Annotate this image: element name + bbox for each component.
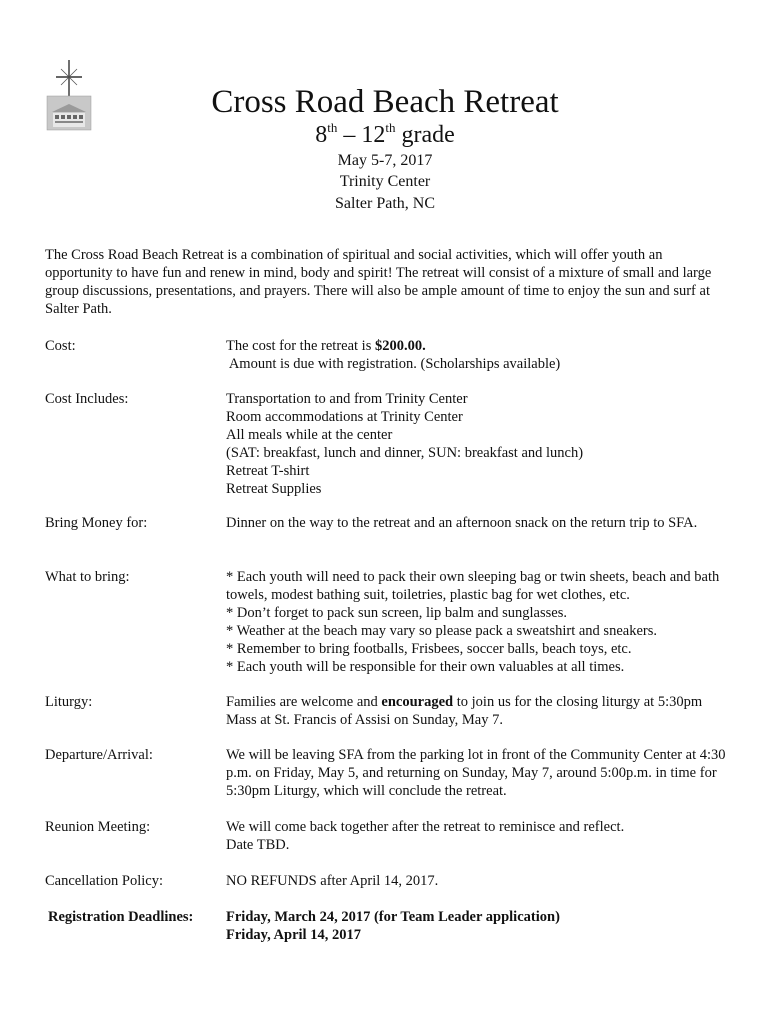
bring-list: [226, 568, 726, 676]
event-location: Salter Path, NC: [335, 195, 435, 212]
cost-label: Cost:: [45, 338, 76, 354]
list-item: * Weather at the beach may vary so please pack a sweatshirt and sneakers.: [226, 623, 657, 639]
registration-label: Registration Deadlines:: [48, 909, 194, 925]
cancellation-label: Cancellation Policy:: [45, 873, 163, 889]
departure-text: We will be leaving SFA from the parking lot in front of the Community Center at 4:30 p.m. on Friday, May 5, and returning on Sunday, May 7, around 5:00p.m. in time for 5:30pm Liturgy, which will conclude the retreat.: [226, 747, 726, 799]
registration-deadlines: Friday, March 24, 2017 (for Team Leader application) Friday, April 14, 2017: [226, 909, 560, 943]
departure-label: Departure/Arrival:: [45, 747, 153, 763]
liturgy-emphasis: encouraged: [381, 694, 454, 710]
liturgy-text: Families are welcome and encouraged to join us for the closing liturgy at 5:30pm Mass at St. Francis of Assisi on Sunday, May 7.: [226, 694, 703, 728]
reunion-text: We will come back together after the retreat to reminisce and reflect. Date TBD.: [226, 819, 625, 853]
money-label: Bring Money for:: [45, 515, 148, 531]
list-item: Transportation to and from Trinity Center: [226, 391, 468, 407]
event-venue: Trinity Center: [339, 173, 431, 190]
money-text: Dinner on the way to the retreat and an afternoon snack on the return trip to SFA.: [226, 515, 698, 531]
cancellation-text: NO REFUNDS after April 14, 2017.: [226, 873, 439, 889]
includes-label: Cost Includes:: [45, 391, 129, 407]
list-item: * Remember to bring footballs, Frisbees, soccer balls, beach toys, etc.: [226, 641, 632, 657]
intro-paragraph: The Cross Road Beach Retreat is a combination of spiritual and social activities, which will offer youth an opportunity to have fun and renew in mind, body and spirit! The retreat will consist of a mixture of small and large group discussions, presentations, and prayers. There will also be ample amount of time to enjoy the sun and surf at Salter Path.: [45, 247, 712, 317]
event-dates: May 5-7, 2017: [337, 152, 433, 169]
includes-list: [226, 390, 726, 498]
list-item: * Don’t forget to pack sun screen, lip balm and sunglasses.: [226, 605, 567, 621]
list-item: * Each youth will need to pack their own sleeping bag or twin sheets, beach and bath towels, modest bathing suit, toiletries, plastic bag for wet clothes, etc.: [226, 569, 720, 603]
grade-range: 8th – 12th grade: [315, 120, 455, 148]
cost-note: Amount is due with registration. (Scholarships available): [226, 356, 561, 372]
list-item: Retreat Supplies: [226, 481, 322, 497]
page-title: Cross Road Beach Retreat: [211, 84, 559, 120]
reunion-label: Reunion Meeting:: [45, 819, 151, 835]
bring-label: What to bring:: [45, 569, 130, 585]
cost-amount: $200.00.: [374, 338, 426, 354]
liturgy-label: Liturgy:: [45, 694, 93, 710]
list-item: All meals while at the center: [226, 427, 393, 443]
list-item: Room accommodations at Trinity Center: [226, 409, 463, 425]
cost-value: The cost for the retreat is $200.00. Amount is due with registration. (Scholarships available): [226, 337, 726, 373]
list-item: (SAT: breakfast, lunch and dinner, SUN: breakfast and lunch): [226, 445, 584, 461]
list-item: Retreat T-shirt: [226, 463, 310, 479]
list-item: * Each youth will be responsible for their own valuables at all times.: [226, 659, 625, 675]
